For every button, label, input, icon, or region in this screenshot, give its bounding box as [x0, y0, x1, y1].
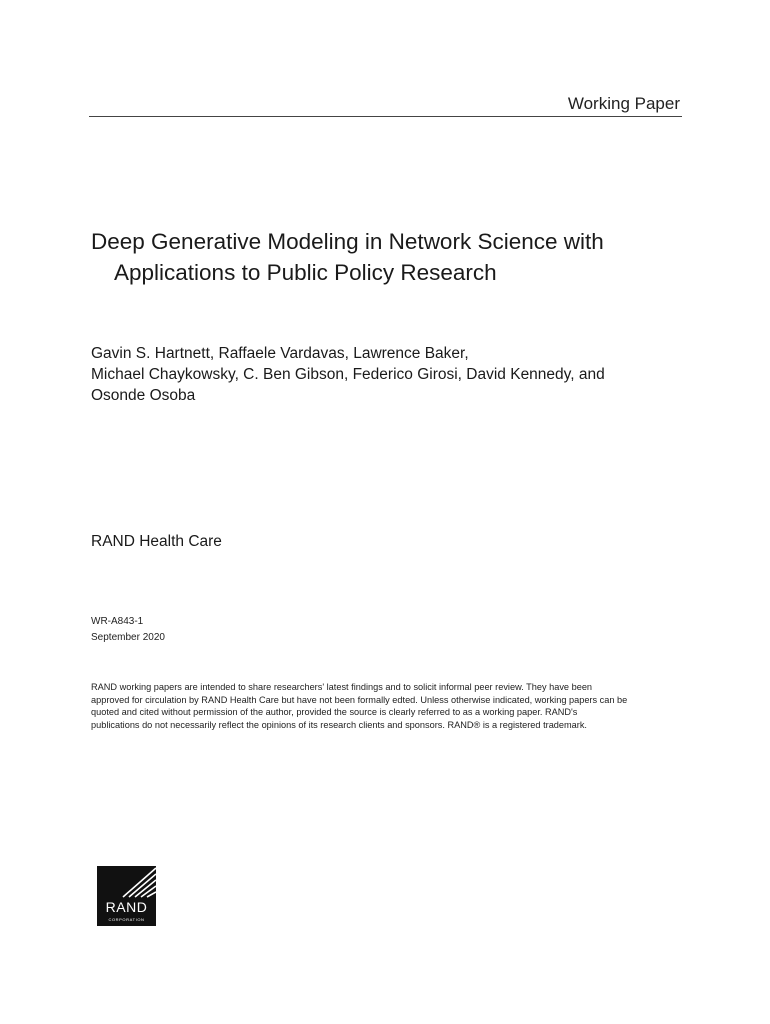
logo-subtitle: CORPORATION	[108, 917, 145, 922]
header-label: Working Paper	[567, 94, 680, 113]
report-date: September 2020	[91, 632, 165, 643]
author-line: Osonde Osoba	[91, 387, 196, 404]
disclaimer-text	[91, 681, 691, 731]
rand-logo-icon	[97, 866, 156, 926]
report-meta	[91, 614, 165, 646]
author-line: Gavin S. Hartnett, Raffaele Vardavas, Lawrence Baker,	[91, 345, 469, 362]
document-title	[91, 226, 691, 288]
header-rule	[89, 116, 682, 117]
author-line: Michael Chaykowsky, C. Ben Gibson, Federico Girosi, David Kennedy, and	[91, 366, 605, 383]
disclaimer-line: approved for circulation by RAND Health Care but have not been formally edted. Unless otherwise indicated, working papers can be	[91, 694, 628, 705]
organization-name: RAND Health Care	[91, 533, 222, 550]
author-list	[91, 343, 711, 406]
title-line-2: Applications to Public Policy Research	[114, 260, 497, 285]
report-number: WR-A843-1	[91, 616, 144, 627]
disclaimer-line: publications do not necessarily reflect the opinions of its research clients and sponsors. RAND® is a registered trademark.	[91, 719, 587, 730]
disclaimer-line: quoted and cited without permission of the author, provided the source is clearly referred to as a working paper. RAND's	[91, 707, 578, 718]
disclaimer-line: RAND working papers are intended to share researchers' latest findings and to solicit informal peer review. They have been	[91, 682, 593, 692]
title-line-1: Deep Generative Modeling in Network Science with	[91, 229, 604, 254]
logo-wordmark: RAND	[105, 899, 148, 915]
